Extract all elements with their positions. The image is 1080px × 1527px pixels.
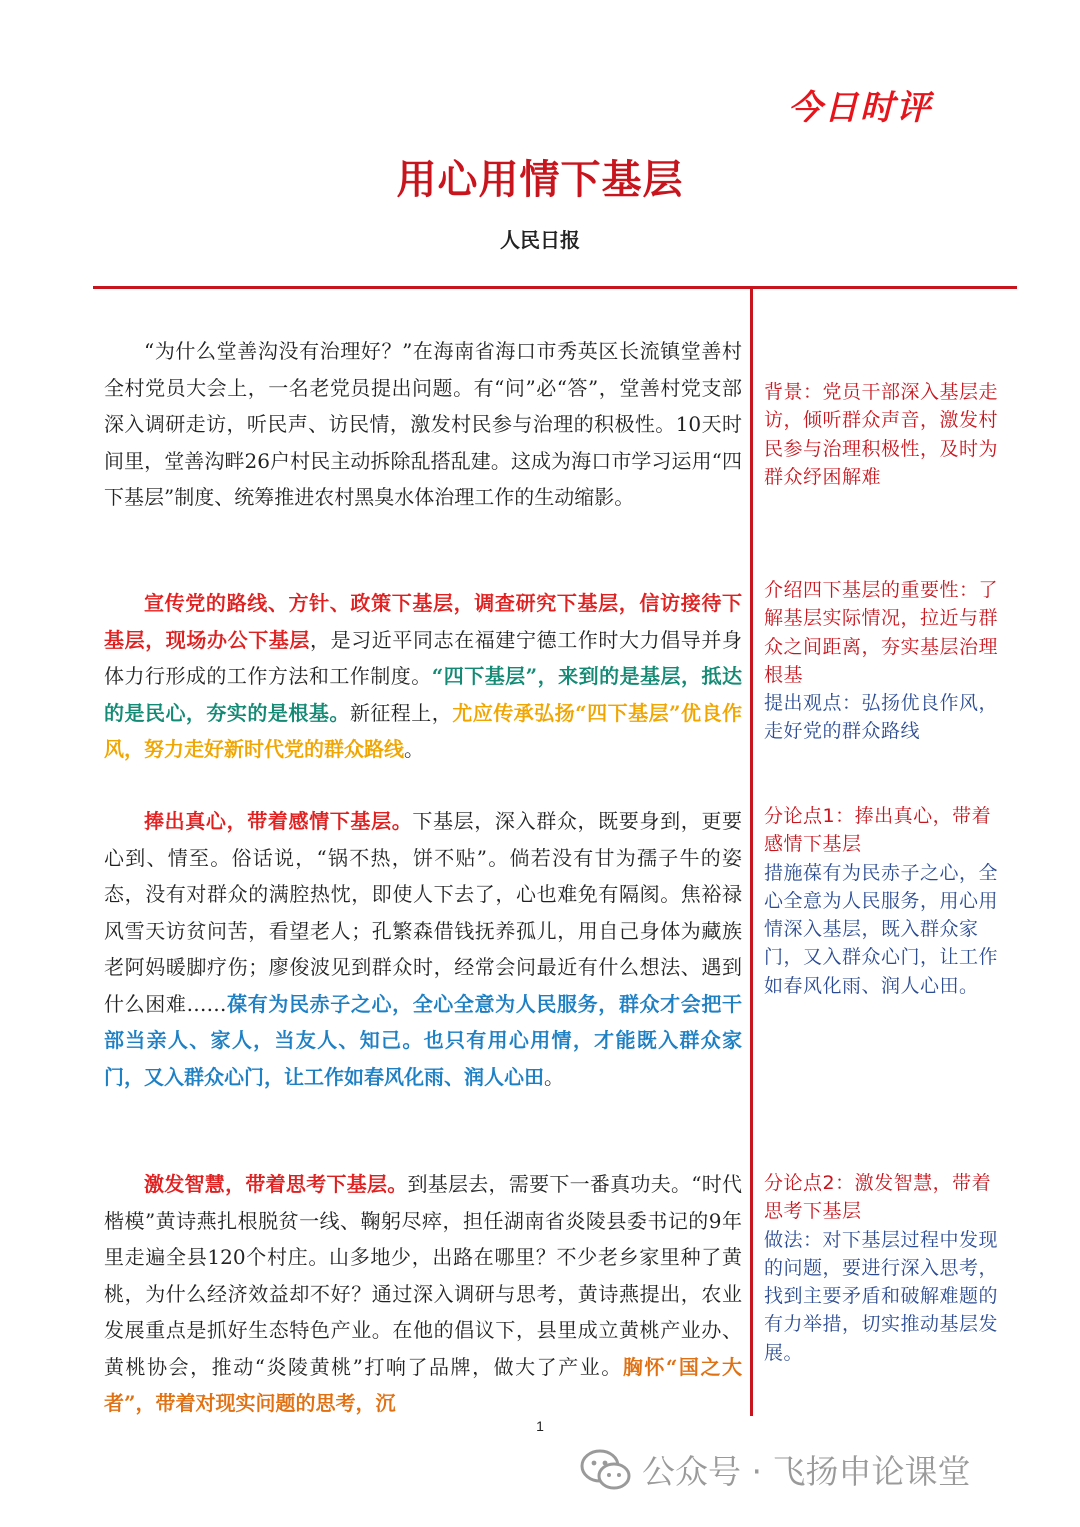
side-note-importance-text: 介绍四下基层的重要性：了解基层实际情况，拉近与群众之间距离，夯实基层治理根基 bbox=[764, 579, 999, 686]
paragraph-3 bbox=[104, 803, 742, 1095]
side-note-subpoint-1 bbox=[764, 802, 1006, 1000]
subpoint-1-heading: 捧出真心，带着感情下基层。 bbox=[144, 809, 413, 833]
paragraph-3-text: 下基层，深入群众，既要身到，更要心到、情至。俗话说，“锅不热，饼不贴”。倘若没有甘为孺子牛的姿态，没有对群众的满腔热忱，即使人下去了，心也难免有隔阂。焦裕禄风雪天访贫问苦，看望老人；孔繁森借钱抚养孤儿，用自己身体为藏族老阿妈暖脚疗伤；廖俊波见到群众时，经常会问最近有什么想法、遇到什么困难…… bbox=[104, 809, 743, 1016]
brand-logo: 今日时评 bbox=[788, 88, 932, 128]
highlight-four-levels: 宣传党的路线、方针、政策下基层，调查研究下基层，信访接待下基层，现场办公下基层 bbox=[104, 591, 742, 652]
highlight-thesis: 尤应传承弘扬“四下基层”优良作风，努力走好新时代党的群众路线 bbox=[104, 700, 743, 761]
highlight-reach-hearts: “四下基层”，来到的是基层，抵达的是民心，夯实的是根基。 bbox=[104, 664, 742, 725]
side-note-viewpoint-text: 提出观点：弘扬优良作风，走好党的群众路线 bbox=[764, 692, 999, 743]
paragraph-2-text-a: ，是习近平同志在福建宁德工作时大力倡导并身体力行形成的工作方法和工作制度。 bbox=[104, 627, 742, 688]
side-note-subpoint-2 bbox=[764, 1169, 1006, 1367]
watermark bbox=[580, 1446, 970, 1493]
column-divider bbox=[750, 286, 753, 1416]
paragraph-1 bbox=[104, 333, 742, 516]
paragraph-2-text-b: 新征程上， bbox=[349, 700, 453, 725]
subpoint-2-heading: 激发智慧，带着思考下基层。 bbox=[144, 1172, 408, 1196]
paragraph-4-text: 到基层去，需要下一番真功夫。“时代楷模”黄诗燕扎根脱贫一线、鞠躬尽瘁，担任湖南省炎陵县委书记的9年里走遍全县120个村庄。山多地少，出路在哪里？不少老乡家里种了黄桃，为什么经济效益却不好？通过深入调研与思考，黄诗燕提出，农业发展重点是抓好生态特色产业。在他的倡议下，县里成立黄桃产业办、黄桃协会，推动“炎陵黄桃”打响了品牌，做大了产业。 bbox=[104, 1172, 742, 1379]
paragraph-1-text: “为什么堂善沟没有治理好？”在海南省海口市秀英区长流镇堂善村全村党员大会上，一名老党员提出问题。有“问”必“答”，堂善村党支部深入调研走访，听民声、访民情，激发村民参与治理的积极性。10天时间里，堂善沟畔26户村民主动拆除乱搭乱建。这成为海口市学习运用“四下基层”制度、统筹推进农村黑臭水体治理工作的生动缩影。 bbox=[104, 339, 742, 509]
side-note-subpoint-2-method: 做法：对下基层过程中发现的问题，要进行深入思考，找到主要矛盾和破解难题的有力举措，切实推动基层发展。 bbox=[764, 1228, 999, 1364]
paragraph-4 bbox=[104, 1166, 742, 1422]
highlight-big-picture: 胸怀“国之大者”，带着对现实问题的思考，沉 bbox=[104, 1354, 742, 1415]
wechat-icon bbox=[580, 1448, 632, 1492]
article-source: 人民日报 bbox=[500, 228, 580, 252]
paragraph-3-end: 。 bbox=[544, 1064, 564, 1089]
watermark-text: 公众号 · 飞扬申论课堂 bbox=[642, 1452, 971, 1491]
side-note-background bbox=[764, 378, 1006, 491]
highlight-measures: 葆有为民赤子之心，全心全意为人民服务，群众才会把干部当亲人、家人，当友人、知己。也只有用心用情，才能既入群众家门，又入群众心门，让工作如春风化雨、润人心田 bbox=[104, 991, 743, 1089]
side-note-importance bbox=[764, 576, 1006, 746]
side-note-subpoint-2-title: 分论点2：激发智慧，带着思考下基层 bbox=[764, 1172, 992, 1223]
header-rule bbox=[93, 286, 1017, 289]
page-number: 1 bbox=[536, 1418, 544, 1434]
article-title: 用心用情下基层 bbox=[396, 157, 684, 203]
side-note-subpoint-1-measures: 措施葆有为民赤子之心，全心全意为人民服务，用心用情深入基层，既入群众家门，又入群众心门，让工作如春风化雨、润人心田。 bbox=[764, 861, 999, 997]
paragraph-2-end: 。 bbox=[404, 737, 424, 761]
side-note-subpoint-1-title: 分论点1：捧出真心，带着感情下基层 bbox=[764, 805, 992, 856]
side-note-background-text: 背景：党员干部深入基层走访，倾听群众声音，激发村民参与治理积极性，及时为群众纾困解难 bbox=[764, 381, 999, 488]
paragraph-2 bbox=[104, 585, 742, 768]
